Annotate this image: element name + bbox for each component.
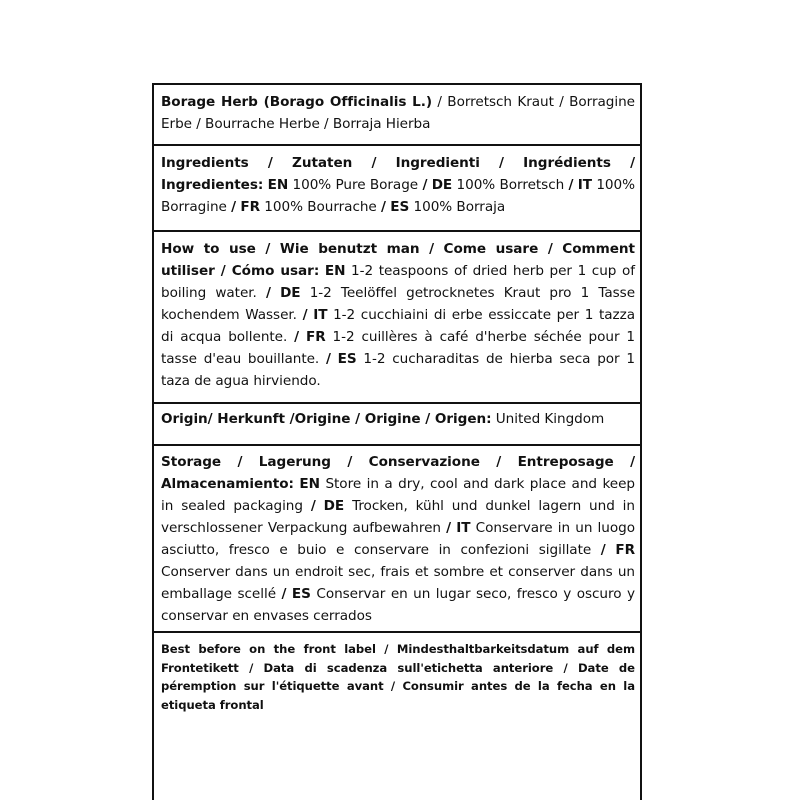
lang-code-en: EN <box>267 177 289 193</box>
lang-code-fr: FR <box>240 199 260 215</box>
lang-code-it: IT <box>313 307 328 323</box>
storage-en: Store in a dry, cool and dark place and keep in sealed packaging <box>161 476 635 514</box>
lang-code-es: ES <box>390 199 410 215</box>
lang-code-de: DE <box>280 285 301 301</box>
ingredients-de: 100% Borretsch <box>456 177 565 193</box>
storage-de: Trocken, kühl und dunkel lagern und in verschlossener Verpackung aufbewahren <box>161 498 635 536</box>
storage-fr: Conserver dans un endroit sec, frais et sombre et conserver dans un emballage scellé <box>161 564 635 602</box>
how-to-use-es: 1-2 cucharaditas de hierba seca por 1 taza de agua hirviendo. <box>161 351 635 389</box>
storage-section: Storage / Lagerung / Conservazione / Entreposage / Almacenamiento: EN Store in a dry, cool and dark place and keep in sealed packaging / DE Trocken, kühl und dunkel lagern und in verschlossener Verpackung aufbewahren / IT Conservare in un luogo asciutto, fresco e buio e conservare in confezioni sigillate / FR Conserver dans un endroit sec, frais et sombre et conserver dans un emballage scellé / ES Conservar en un lugar seco, fresco y oscuro y conservar en envases cerrados <box>161 454 635 624</box>
lang-code-en: EN <box>324 263 346 279</box>
ingredients-fr: 100% Bourrache <box>264 199 377 215</box>
product-name-section <box>154 91 640 135</box>
lang-code-es: ES <box>337 351 357 367</box>
lang-code-es: ES <box>291 586 311 602</box>
product-name-separator: / <box>432 94 448 110</box>
ingredients-es: 100% Borraja <box>413 199 506 215</box>
product-label <box>152 83 642 800</box>
divider <box>154 230 640 232</box>
product-name-translations: Borretsch Kraut / Borragine Erbe / Bourrache Herbe / Borraja Hierba <box>161 94 635 132</box>
best-before-section <box>154 640 640 714</box>
divider <box>154 402 640 404</box>
best-before-text: Best before on the front label / Mindesthaltbarkeitsdatum auf dem Frontetikett / Data di scadenza sull'etichetta anteriore / Date de péremption sur l'étiquette avant / Consumir antes de la fecha en la etiqueta frontal <box>161 642 635 712</box>
storage-heading: Storage / Lagerung / Conservazione / Entreposage / Almacenamiento: <box>161 454 635 492</box>
how-to-use-heading: How to use / Wie benutzt man / Come usare / Comment utiliser / Cómo usar: <box>161 241 635 279</box>
lang-code-fr: FR <box>305 329 326 345</box>
product-name-bold: Borage Herb (Borago Officinalis L.) <box>161 94 433 110</box>
how-to-use-de: 1-2 Teelöffel getrocknetes Kraut pro 1 Tasse kochendem Wasser. <box>161 285 636 323</box>
ingredients-it: 100% Borragine <box>161 177 635 215</box>
lang-code-de: DE <box>323 498 345 514</box>
ingredients-en: 100% Pure Borage <box>292 177 419 193</box>
divider <box>154 144 640 146</box>
origin-value: United Kingdom <box>495 411 605 427</box>
lang-code-de: DE <box>431 177 453 193</box>
lang-code-en: EN <box>299 476 320 492</box>
origin-section <box>154 408 640 430</box>
ingredients-heading: Ingredients / Zutaten / Ingredienti / Ingrédients / Ingredientes: <box>161 155 635 193</box>
how-to-use-it: 1-2 cucchiaini di erbe essiccate per 1 tazza di acqua bollente. <box>161 307 635 345</box>
divider <box>154 631 640 633</box>
origin-heading: Origin/ Herkunft /Origine / Origine / Origen: <box>161 411 492 427</box>
divider <box>154 444 640 446</box>
how-to-use-en: 1-2 teaspoons of dried herb per 1 cup of boiling water. <box>161 263 635 301</box>
lang-code-it: IT <box>577 177 592 193</box>
how-to-use-section: How to use / Wie benutzt man / Come usare / Comment utiliser / Cómo usar: EN 1-2 teaspoons of dried herb per 1 cup of boiling water. / DE 1-2 Teelöffel getrocknetes Kraut pro 1 Tasse kochendem Wasser. / IT 1-2 cucchiaini di erbe essiccate per 1 tazza di acqua bollente. / FR 1-2 cuillères à café d'herbe séchée pour 1 tasse d'eau bouillante. / ES 1-2 cucharaditas de hierba seca por 1 taza de agua hirviendo. <box>161 241 636 389</box>
how-to-use-fr: 1-2 cuillères à café d'herbe séchée pour 1 tasse d'eau bouillante. <box>161 329 635 367</box>
lang-code-fr: FR <box>615 542 635 558</box>
storage-it: Conservare in un luogo asciutto, fresco e buio e conservare in confezioni sigillate <box>161 520 635 558</box>
lang-code-it: IT <box>456 520 471 536</box>
ingredients-section: Ingredients / Zutaten / Ingredienti / Ingrédients / Ingredientes: EN 100% Pure Borage / DE 100% Borretsch / IT 100% Borragine / FR 100% Bourrache / ES 100% Borraja <box>161 155 635 215</box>
storage-es: Conservar en un lugar seco, fresco y oscuro y conservar en envases cerrados <box>161 586 635 624</box>
